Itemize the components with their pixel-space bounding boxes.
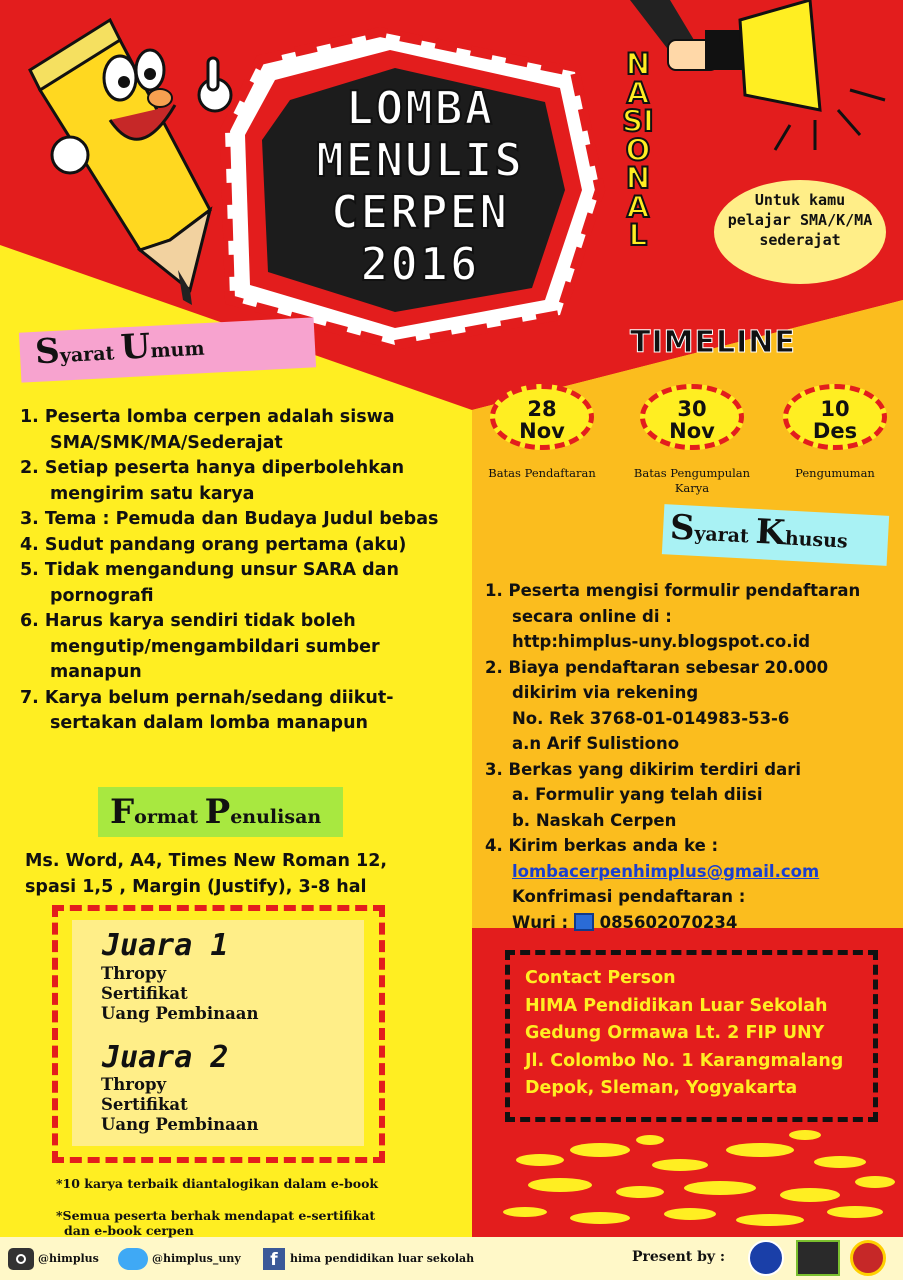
contact-line: Jl. Colombo No. 1 Karangmalang xyxy=(525,1050,844,1071)
list-line: No. Rek 3768-01-014983-53-6 xyxy=(512,708,790,728)
prize-item: Uang Pembinaan xyxy=(101,1004,259,1023)
audience-line: Untuk kamu xyxy=(754,191,846,209)
list-item: 6. Harus karya sendiri tidak boleh mengutip/mengambildari sumber manapun xyxy=(20,611,380,682)
list-line: a.n Arif Sulistiono xyxy=(512,734,680,753)
list-item: 3. Tema : Pemuda dan Budaya Judul bebas xyxy=(20,509,439,529)
audience-line: sederajat xyxy=(759,231,841,249)
format-line-2: spasi 1,5 , Margin (Justify), 3-8 hal xyxy=(25,877,367,897)
timeline-title: TIMELINE xyxy=(630,325,796,360)
audience-text xyxy=(720,190,880,250)
instagram-icon[interactable] xyxy=(8,1248,34,1270)
timeline-date-2 xyxy=(640,384,744,450)
list-item: 7. Karya belum pernah/sedang diikut-sertakan dalam lomba manapun xyxy=(20,687,394,733)
timeline-caption-1: Batas Pendaftaran xyxy=(488,466,596,480)
confirm-label: Konfrimasi pendaftaran : xyxy=(512,887,746,906)
list-item: 1. Peserta lomba cerpen adalah siswa SMA/SMK/MA/Sederajat xyxy=(20,407,395,453)
twitter-handle[interactable]: @himplus_uny xyxy=(152,1252,241,1265)
note-1: *10 karya terbaik diantalogikan dalam e-book xyxy=(56,1176,379,1191)
timeline-day: 10 xyxy=(820,397,850,421)
list-line: b. Naskah Cerpen xyxy=(512,810,677,830)
contact-text xyxy=(525,965,843,1103)
timeline-day: 30 xyxy=(677,397,707,421)
audience-line: pelajar SMA/K/MA xyxy=(727,211,873,229)
title-line-3: CERPEN xyxy=(330,185,510,239)
list-line: secara online di : xyxy=(512,606,672,626)
instagram-handle[interactable]: @himplus xyxy=(38,1252,99,1265)
university-logo xyxy=(748,1240,784,1276)
timeline-day: 28 xyxy=(527,397,557,421)
facebook-icon[interactable]: f xyxy=(263,1248,285,1270)
list-line: dikirim via rekening xyxy=(512,683,699,702)
list-line: 2. Biaya pendaftaran sebesar 20.000 xyxy=(485,657,829,677)
phone-number: 085602070234 xyxy=(599,912,738,932)
format-text xyxy=(25,848,465,900)
timeline-month: Des xyxy=(812,419,858,443)
list-line: http:himplus-uny.blogspot.co.id xyxy=(512,632,810,651)
list-line: 4. Kirim berkas anda ke : xyxy=(485,836,719,855)
format-heading: Format Penulisan xyxy=(110,792,322,832)
timeline-date-3 xyxy=(783,384,887,450)
note-2: *Semua peserta berhak mendapat e-sertifikat dan e-book cerpen xyxy=(56,1208,376,1238)
contact-line: Gedung Ormawa Lt. 2 FIP UNY xyxy=(525,1023,825,1043)
title-line-1: LOMBA xyxy=(345,81,495,135)
syarat-umum-list xyxy=(20,405,460,737)
nasional-vertical-text: NASIONAL xyxy=(622,47,654,252)
syarat-umum-heading: Syarat Umum xyxy=(34,326,206,373)
list-item: 2. Setiap peserta hanya diperbolehkan mengirim satu karya xyxy=(20,458,405,504)
syarat-khusus-list xyxy=(485,578,895,935)
contact-line: HIMA Pendidikan Luar Sekolah xyxy=(525,995,828,1016)
timeline-date-1 xyxy=(490,384,594,450)
juara-1-items xyxy=(101,964,258,1024)
format-line-1: Ms. Word, A4, Times New Roman 12, xyxy=(25,851,388,871)
juara-2-title: Juara 2 xyxy=(102,1040,229,1075)
prize-item: Sertifikat xyxy=(101,984,188,1003)
timeline-caption-3: Pengumuman xyxy=(795,466,875,480)
phone-line xyxy=(485,910,895,936)
syarat-khusus-heading: Syarat Khusus xyxy=(669,507,849,554)
phone-prefix: Wuri : xyxy=(512,912,569,932)
prize-item: Uang Pembinaan xyxy=(101,1115,259,1134)
prize-item: Thropy xyxy=(101,964,167,983)
timeline-caption-2: Batas Pengumpulan Karya xyxy=(633,466,751,495)
list-item: 4. Sudut pandang orang pertama (aku) xyxy=(20,534,407,555)
juara-2-items xyxy=(101,1075,258,1135)
list-line: a. Formulir yang telah diisi xyxy=(512,785,763,804)
title-line-2: MENULIS xyxy=(316,133,524,187)
list-line: 1. Peserta mengisi formulir pendaftaran xyxy=(485,581,861,600)
twitter-icon[interactable] xyxy=(118,1248,148,1270)
present-by-label: Present by : xyxy=(632,1249,726,1265)
organization-logo xyxy=(850,1240,886,1276)
hima-logo xyxy=(796,1240,840,1276)
juara-1-title: Juara 1 xyxy=(102,928,229,963)
phone-icon xyxy=(574,913,594,931)
contact-line: Depok, Sleman, Yogyakarta xyxy=(525,1078,798,1098)
list-line: 3. Berkas yang dikirim terdiri dari xyxy=(485,759,802,779)
prize-item: Sertifikat xyxy=(101,1095,188,1114)
timeline-month: Nov xyxy=(669,419,715,443)
prize-item: Thropy xyxy=(101,1075,167,1094)
timeline-month: Nov xyxy=(519,419,565,443)
facebook-page[interactable]: hima pendidikan luar sekolah xyxy=(290,1252,475,1265)
contact-line: Contact Person xyxy=(525,968,676,988)
list-item: 5. Tidak mengandung unsur SARA dan pornografi xyxy=(20,560,399,606)
title-line-4: 2016 xyxy=(360,237,480,291)
email-link[interactable]: lombacerpenhimplus@gmail.com xyxy=(512,861,820,881)
